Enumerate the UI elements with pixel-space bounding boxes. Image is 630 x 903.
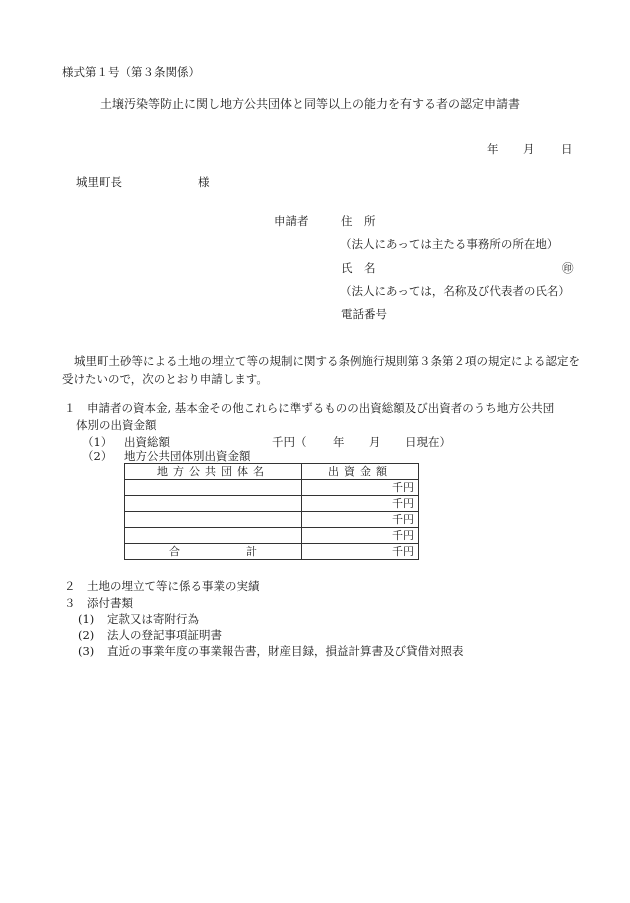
address-label: 住 所 [341, 214, 376, 228]
section-1-heading-line1: １ 申請者の資本金, 基本金その他これらに準ずるものの出資総額及び出資者のうち地方公共団 [64, 401, 555, 415]
addressee-honorific: 様 [198, 175, 210, 189]
body-text: 城里町土砂等による土地の埋立て等の規制に関する条例施行規則第３条第２項の規定による認定を受けたいので，次のとおり申請します。 [62, 354, 580, 386]
row-amount: 千円 [302, 528, 419, 544]
section-2-heading: ２ 土地の埋立て等に係る事業の実績 [64, 579, 260, 593]
item-1-suffix: 日現在） [405, 435, 451, 449]
row-amount: 千円 [302, 512, 419, 528]
row-name [125, 528, 302, 544]
item-1-label: 出資総額 [124, 435, 170, 449]
total-label-1: 合 [169, 545, 180, 558]
attachment-2-text: 法人の登記事項証明書 [107, 628, 222, 642]
seal-mark: ㊞ [562, 261, 574, 275]
section-1-heading-line2: 体別の出資金額 [76, 418, 157, 432]
item-1-month: 月 [369, 435, 381, 449]
row-amount: 千円 [302, 480, 419, 496]
attachment-3-text: 直近の事業年度の事業報告書，財産目録，損益計算書及び貸借対照表 [107, 644, 464, 658]
row-name [125, 512, 302, 528]
total-amount: 千円 [302, 544, 419, 560]
table-row [125, 512, 419, 528]
address-note: （法人にあっては主たる事務所の所在地） [340, 237, 559, 251]
total-label-2: 計 [246, 545, 257, 558]
form-number: 様式第１号（第３条関係） [62, 65, 200, 79]
page-title: 土壌汚染等防止に関し地方公共団体と同等以上の能力を有する者の認定申請書 [100, 97, 521, 111]
table-row [125, 496, 419, 512]
addressee-name: 城里町長 [76, 175, 122, 189]
date-month: 月 [523, 142, 535, 156]
applicant-label: 申請者 [274, 214, 309, 228]
attachment-3-number: (3) [78, 644, 95, 658]
name-label: 氏 名 [341, 261, 376, 275]
table-row [125, 528, 419, 544]
row-name [125, 480, 302, 496]
table-total-row [125, 544, 419, 560]
item-2-number: （2） [82, 449, 113, 463]
table-header-row [125, 464, 419, 480]
row-name [125, 496, 302, 512]
header-amount: 出資金額 [302, 464, 419, 480]
item-1-year: 年 [333, 435, 345, 449]
item-1-number: （1） [82, 435, 113, 449]
attachment-2-number: (2) [78, 628, 95, 642]
item-1-unit: 千円（ [272, 435, 307, 449]
date-year: 年 [487, 142, 499, 156]
name-note: （法人にあっては，名称及び代表者の氏名） [340, 284, 570, 298]
total-label [125, 544, 302, 560]
item-2-label: 地方公共団体別出資金額 [124, 449, 251, 463]
row-amount: 千円 [302, 496, 419, 512]
phone-label: 電話番号 [341, 307, 387, 321]
header-name: 地方公共団体名 [125, 464, 302, 480]
investment-table [124, 463, 419, 560]
attachment-1-number: (1) [78, 612, 95, 626]
attachment-1-text: 定款又は寄附行為 [107, 612, 199, 626]
date-day: 日 [561, 142, 573, 156]
table-row [125, 480, 419, 496]
section-3-heading: ３ 添付書類 [64, 596, 133, 610]
